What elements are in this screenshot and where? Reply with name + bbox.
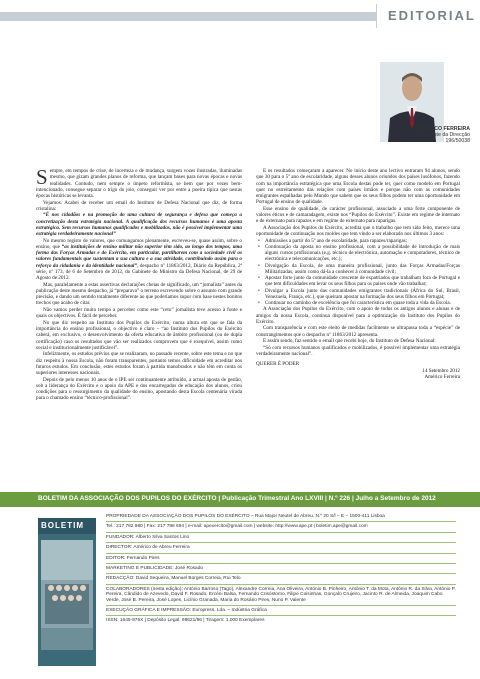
- closing-motto: QUERER É PODER: [256, 361, 300, 368]
- article-date: 14 Setembro 2012: [422, 367, 460, 374]
- cover-logo: BOLETIM: [41, 521, 84, 530]
- list-item: • Continuação da aposta no ensino profissional, com a possibilidade de introdução de mais alguns cursos profissionais (e.g. técnico de electrónica, automação e computadores, técnico de electrónica e telecomunicações, etc.);: [265, 244, 460, 263]
- masthead-row: DIRECTOR: Américo de Abreu Ferreira: [106, 543, 456, 553]
- paragraph-text: , despacho nº 11863/2012, Diário da República, 2ª série, nº 173, de 6 de Setembro de 2012, do Gabinete do Ministro da Defesa Nacional, de 29 de Agosto de 2012.: [36, 262, 243, 282]
- paragraph: Vejamos. Acabei de receber um email do Instituto de Defesa Nacional que diz, de forma cristalina:: [36, 199, 242, 212]
- paragraph: [36, 165, 242, 199]
- list-item: • Divulgar a Escola junto das comunidades emigrantes tradicionais (África do Sul, Brasil, Venezuela, França, etc.), que queiram apostar na formação dos seus filhos em Portugal;: [265, 288, 460, 301]
- masthead-row: PROPRIEDADE DA ASSOCIAÇÃO DOS PUPILOS DO EXÉRCITO – Rua Major Neutel de Abreu, N.º 20 S/l – E – 1500-411 Lisboa: [106, 512, 456, 522]
- cover-photo: [41, 540, 93, 650]
- paragraph: A Associação dos Pupilos do Exército, com o apoio de todos os antigos alunos e alunas e de amigos da nossa Escola, continua disponível para a optimização do Instituto dos Pupilos do Exército.: [256, 306, 460, 325]
- author-role: Presidente da Direcção: [416, 132, 470, 139]
- masthead-row: EXECUÇÃO GRÁFICA E IMPRESSÃO: Europress, Lda. – Indústria Gráfica: [106, 606, 456, 616]
- paragraph-text: empre, em tempos de crise, de incerteza e de mudança, surgem vozes ilustradas, iluminadas mesmo, que gizam grandes planos de reforma, que lançam bases para novas épocas e novas realidades. Contudo, nem sempre o ímpeto reformista, se bem que por vezes bem-intencionado, consegue separar o trigo do joio, conseguir ver por entre a poeira típica que nestas épocas históricas se levanta.: [36, 168, 242, 199]
- dropcap: S: [36, 165, 48, 189]
- list-item: • Admissões a partir do 5º ano de escolaridade, para rapazes/raparigas;: [265, 238, 460, 244]
- paragraph: A Associação dos Pupilos do Exército, acredita que o trabalho que tem sido feito, merece uma oportunidade de continuação nos moldes que tem vindo a ser elaborado nos últimos 3 anos:: [256, 224, 460, 238]
- masthead: [106, 512, 456, 626]
- masthead-row: COLABORADORES (nesta edição): António Barroso (Tago), Alexandre Correia, Ana Oliveira, António B. Pinheiro, António T. da Mota, António R. da Silva, António P. Pereira, Cândido de Azevedo, David F. Rosado, Ercéni Balsa, Fernando Crisóstomo, Filipe Coisinhas, Gonçalo Crujeiro, Jacinto R. de Almeida, Joaquim Cabo Verde, José B. Pereira, José Lopes, Licínio Granada, Maria do Rosário Pires, Nuno P. Valente: [106, 585, 456, 606]
- paragraph: E assim sendo, faz sentido o email que recebi hoje, do Instituto de Defesa Nacional:: [263, 338, 436, 345]
- paragraph: No que diz respeito ao Instituto dos Pupilos do Exército, numa altura em que se fala da importância do ensino profissional, o objectivo é claro – “ao Instituto dos Pupilos do Exército caberá, em exclusivo, o desenvolvimento da oferta educativa de âmbito profissional (ou de dupla certificação) caso os resultados que vão ser realizados comprovem que é exequível, assim como social e institucionalmente justificável”.: [36, 319, 242, 351]
- paragraph: E os resultados começaram a aparecer. No início deste ano lectivo entraram 94 alunos, sendo que 30 para o 5º ano de escolaridade, alguns desses alunos oriundos dos países lusófonos, fazendo com na importância estratégica que uma Escola destas pode ter, quer como modelo em Portugal quer no estreitamento das relações com países irmãos e porque não com as comunidades emigrantes espalhadas pelo Mundo que sabem que os seus filhos podem ter uma oportunidade em Portugal de ensino de qualidade.: [256, 168, 460, 206]
- quote-text: “as instituições de ensino militar não superior têm sido, ao longo dos tempos, uma forma das Forças Armadas e do Exército, em particular, partilharem com a sociedade civil os valores fundamentais que sustentam a sua cultura e a sua atividade, contribuindo assim para o reforço da cidadania e da identidade nacional”: [36, 243, 243, 269]
- masthead-row: FUNDADOR: Alberto Silva Santos Lino: [106, 533, 456, 543]
- masthead-row: ISSN: 1645-975X | Depósito Legal: 98621/96 | Tiragem: 1.000 Exemplares: [106, 618, 265, 624]
- article-left-column: [36, 165, 243, 402]
- quote-paragraph: “É nos cidadãos e na promoção do uma cultura de segurança e defesa que começa a concretização desta estratégia nacional. A qualificação dos recursos humanos é uma aposta estratégica. Sem recursos humanos qualificados e mobilizados, não é possível implementar uma estratégia verdadeiramente nacional”: [36, 212, 242, 238]
- article-right-column: [256, 168, 460, 381]
- list-item: • Divulgação da Escola, de uma maneira profissional, junto das Forças Armadas/Forças Militarizadas, assim como dá-la a conhecer à comunidade civil;: [265, 263, 460, 276]
- paragraph: Com transparência e com este eleito de medidas facilmente se ultrapassa toda a “espécie” de constrangimentos que o despacho nº 11863/2012 apresenta.: [256, 325, 460, 338]
- paragraph: Depois de pelo menos 10 anos de o IPE ser continuamente atribuído, a actual aposta de gestão, sob a liderança do Exército e o apoio da APE e dos encarregados de educação dos alunos, criou condições para o ressurgimento da qualidade do ensino, apostando desta Escola centenária virada para o chamado ensino “técnico-profissional”.: [36, 376, 242, 402]
- paragraph: Infelizmente, os estudos prévios que se realizaram, no passado recente, sobre este tema e no que diz respeito à nossa Escola, não foram transparentes, portanto temos dificuldade em acreditar nos futuros estudos. Em conclusão, estes estudos foram à partida manobrados e não têm em conta os superiores interesses nacionais.: [36, 351, 242, 377]
- paragraph: Mas, paralelamente a estas assertivas declarações cheias de significado, um “jornalista” antes da publicação deste mesmo despacho, já “preparava” o terreno escrevendo sobre o assunto com grande precisão, e dando um sentido totalmente diferente ao que poderíamos supor com base nestes bonitos trechos que acabo de citar.: [36, 281, 242, 307]
- author-number: 196/50038: [445, 138, 470, 145]
- bullet-list: [256, 238, 460, 307]
- section-title: EDITORIAL: [388, 8, 476, 23]
- magazine-cover-icon: [38, 518, 96, 666]
- list-item: • Continuar no caminho de excelência que foi característica em quase toda a vida da Escola.: [265, 300, 460, 306]
- paragraph: “Só com recursos humanos qualificados e mobilizados, é possível implementar uma estratégia verdadeiramente nacional”.: [256, 344, 460, 358]
- list-item: • Apostar forte junto da comunidade crescente de expatriados que trabalham fora de Portugal e que tem dificuldades em levar os seus filhos para os países onde vão trabalhar;: [265, 275, 460, 288]
- paragraph: [36, 238, 242, 282]
- paragraph-text: No mesmo registo de valores, que comungamos plenamente, escreveu-se, quase assim, sobre o ensino, que: [36, 237, 242, 250]
- paragraph: Não vamos perder muito tempo a perceber como este “ceto” jornalista teve acesso à fonte e quais os objectivos. É fácil de perceber.: [36, 306, 242, 320]
- article-signature: Américo Ferreira: [424, 374, 460, 381]
- author-caption: [360, 126, 470, 145]
- masthead-row: REDACÇÃO: David Sequeira, Manuel Borges Correia, Rui Telo: [106, 574, 456, 584]
- header-strip: [0, 0, 480, 32]
- header-bar: [0, 12, 376, 21]
- masthead-row: EDITOR: Fernando Pires: [106, 554, 456, 564]
- author-name: AMÉRICO FERREIRA: [417, 126, 470, 132]
- paragraph: Esse ensino de qualidade, de carácter profissional, associado a uma forte componente de valores éticos e de camaradagem, existe nos “Pupilos do Exército”. Existe em regime de internato e de externato para rapazes e em regime de externato para raparigas.: [256, 205, 460, 225]
- masthead-row: MARKETING E PUBLICIDADE: José Rosado: [106, 564, 456, 574]
- masthead-row: Tel.: 217 782 980 | Fax: 217 788 694 | e-mail: apexercito@gmail.com | website: http://www.ape.pt | boletim.ape@gmail.com: [106, 522, 456, 532]
- footer-title: BOLETIM DA ASSOCIAÇÃO DOS PUPILOS DO EXÉRCITO | Publicação Trimestral Ano LXVIII | N.º 226 | Julho a Setembro de 2012: [38, 495, 436, 502]
